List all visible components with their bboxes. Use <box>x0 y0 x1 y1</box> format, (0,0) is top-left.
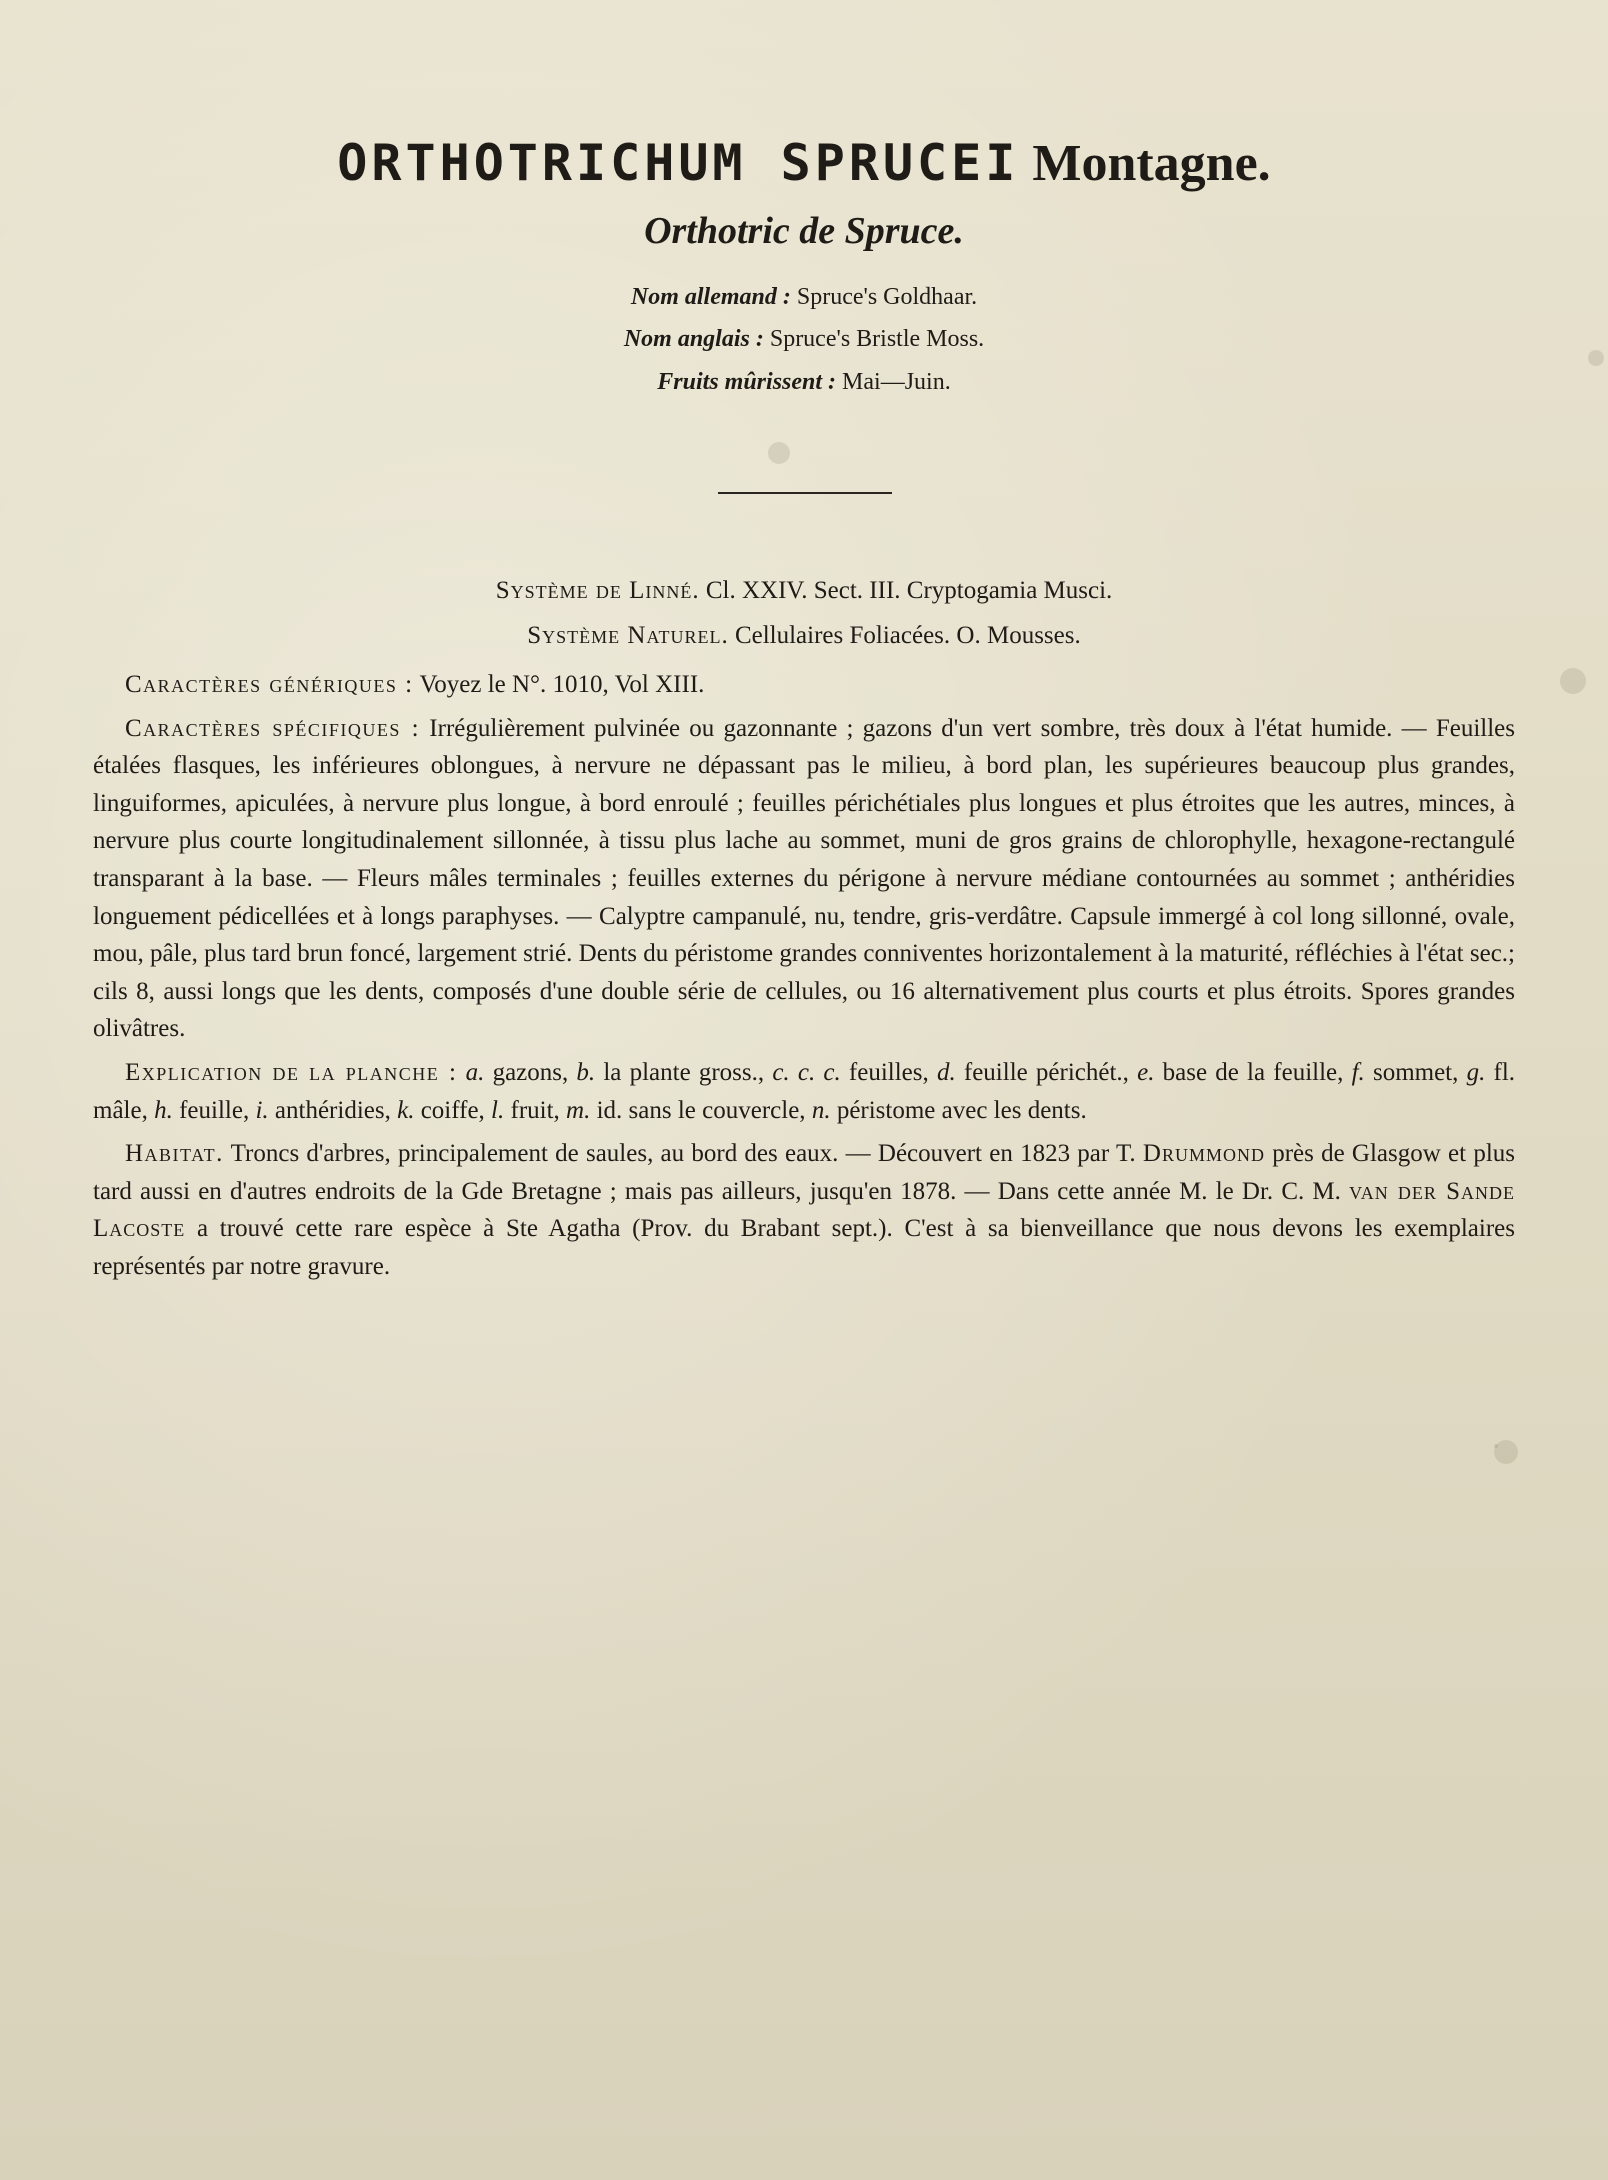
plate-key-text: gazons, <box>492 1058 569 1086</box>
plate-key-text: fl. mâle, <box>93 1058 1516 1124</box>
plate-key-letter: i. <box>255 1096 269 1124</box>
plate-explanation-label: Explication de la planche : <box>125 1058 458 1086</box>
plate-key-letter: m. <box>566 1096 591 1124</box>
plate-key-letter: c. c. c. <box>772 1058 841 1086</box>
plate-key-text: feuille, <box>179 1096 250 1124</box>
habitat-paragraph <box>93 1135 1515 1285</box>
plate-key-letter: a. <box>465 1058 485 1086</box>
english-name-label: Nom anglais : <box>623 326 764 352</box>
paper-stain <box>1494 1444 1498 1448</box>
paper-stain <box>1494 1440 1518 1464</box>
title-latin-name: ORTHOTRICHUM SPRUCEI <box>337 134 1020 192</box>
generic-characters-paragraph <box>93 666 1515 704</box>
linnaean-system-text: Cl. XXIV. Sect. III. Cryptogamia Musci. <box>705 577 1113 604</box>
page-subtitle: Orthotric de Spruce. <box>644 210 964 252</box>
collector-name: Drummond <box>1142 1140 1265 1168</box>
plate-explanation-paragraph <box>93 1054 1515 1129</box>
plate-key-letter: h. <box>154 1096 173 1124</box>
generic-characters-label: Caractères génériques : <box>125 671 414 698</box>
plate-key-letter: e. <box>1137 1058 1155 1086</box>
paper-stain <box>1560 668 1586 694</box>
habitat-text: a trouvé cette rare espèce à Ste Agatha (Prov. du Brabant sept.). C'est à sa bienveillance que nous devons les exemplaires représentés par notre gravure. <box>93 1215 1515 1280</box>
page-title <box>0 128 1608 199</box>
plate-key-text: feuille périchét., <box>963 1058 1129 1086</box>
plate-key-letter: b. <box>576 1058 596 1086</box>
plate-key-text: coiffe, <box>420 1096 485 1124</box>
german-name-line <box>0 280 1608 314</box>
fruiting-season-value: Mai—Juin. <box>842 369 951 395</box>
plate-key-text: base de la feuille, <box>1162 1058 1344 1086</box>
english-name-value: Spruce's Bristle Moss. <box>769 326 985 352</box>
title-author: Montagne. <box>1032 135 1271 192</box>
specific-characters-paragraph <box>93 710 1515 1048</box>
generic-characters-text: Voyez le N°. 1010, Vol XIII. <box>419 671 705 698</box>
fruiting-season-line <box>0 365 1608 399</box>
natural-system-text: Cellulaires Foliacées. O. Mousses. <box>734 622 1081 649</box>
plate-key-text: fruit, <box>510 1096 560 1124</box>
paper-stain <box>768 442 790 464</box>
specific-characters-text: Irrégulièrement pulvinée ou gazonnante ; gazons d'un vert sombre, très doux à l'état humide. — Feuilles étalées flasques, les inférieures oblongues, à nervure ne dépassant pas le milieu, à bord plan, les supérieures beaucoup plus grandes, linguiformes, apiculées, à nervure plus longue, à bord enroulé ; feuilles périchétiales plus longues et plus étroites que les autres, minces, à nervure plus courte longitudinalement sillonnée, à tissu plus lache au sommet, muni de gros grains de chlorophylle, hexagone-rectangulé transparant à la base. — Fleurs mâles terminales ; feuilles externes du périgone à nervure médiane contournées au sommet ; anthéridies longuement pédicellées et à longs paraphyses. — Calyptre campanulé, nu, tendre, gris-verdâtre. Capsule immergé à col long sillonné, ovale, mou, pâle, plus tard brun foncé, largement strié. Dents du péristome grandes conniventes horizontalement à la maturité, réfléchies à l'état sec.; cils 8, aussi longs que les dents, composés d'une double série de cellules, ou 16 alternativement plus courts et plus étroits. Spores grandes olivâtres. <box>93 714 1515 1043</box>
german-name-label: Nom allemand : <box>630 284 791 310</box>
natural-system-label: Système Naturel. <box>527 622 729 649</box>
linnaean-system-label: Système de Linné. <box>495 577 700 604</box>
plate-key-letter: l. <box>491 1096 505 1124</box>
specific-characters-label: Caractères spécifiques : <box>125 714 421 742</box>
plate-key-letter: n. <box>811 1096 831 1124</box>
plate-key-text: péristome avec les dents. <box>836 1096 1087 1124</box>
fruiting-season-label: Fruits mûrissent : <box>657 369 837 395</box>
habitat-text: Troncs d'arbres, principalement de saules, au bord des eaux. — Découvert en 1823 par T. <box>230 1140 1136 1168</box>
plate-key-text: feuilles, <box>848 1058 929 1086</box>
habitat-label: Habitat. <box>125 1140 224 1168</box>
english-name-line <box>0 322 1608 356</box>
linnaean-system-line <box>0 574 1608 608</box>
natural-system-line <box>0 619 1608 653</box>
plate-key-text: sommet, <box>1372 1058 1459 1086</box>
plate-key-text: la plante gross., <box>603 1058 765 1086</box>
plate-key-text: anthéridies, <box>274 1096 391 1124</box>
plate-key-letter: k. <box>397 1096 415 1124</box>
collector-name: van der Sande Lacoste <box>93 1177 1515 1243</box>
plate-key-letter: d. <box>936 1058 956 1086</box>
plate-key-text: id. sans le couvercle, <box>596 1096 806 1124</box>
plate-key-letter: g. <box>1466 1058 1486 1086</box>
section-divider <box>718 492 892 494</box>
german-name-value: Spruce's Goldhaar. <box>796 284 978 310</box>
description-body <box>93 666 1515 1292</box>
plate-key-letter: f. <box>1351 1058 1365 1086</box>
habitat-text: près de Glasgow et plus tard aussi en d'autres endroits de la Gde Bretagne ; mais pas ailleurs, jusqu'en 1878. — Dans cette année M. le Dr. C. M. <box>93 1140 1515 1205</box>
